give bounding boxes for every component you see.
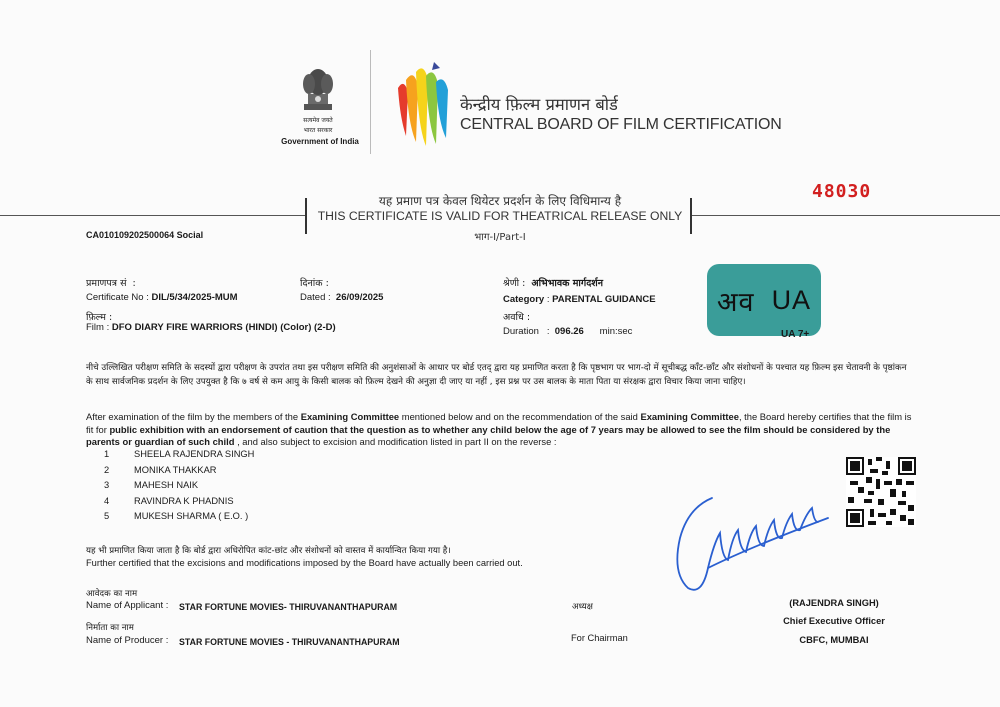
- emblem-motto: सत्यमेव जयते: [303, 117, 333, 124]
- committee-members-list: [104, 449, 254, 527]
- rating-sub: UA 7+: [781, 329, 810, 340]
- date-label: Dated : 26/09/2025: [300, 292, 384, 303]
- list-item: 3 MAHESH NAIK: [104, 480, 199, 491]
- validity-text-hi: यह प्रमाण पत्र केवल थियेटर प्रदर्शन के लिए विधिमान्य है: [378, 194, 622, 208]
- film-value: DFO DIARY FIRE WARRIORS (HINDI) (Color) (2-D): [111, 322, 336, 333]
- film-label-hi: फ़िल्म :: [86, 312, 113, 323]
- duration-unit: min:sec: [599, 326, 633, 337]
- duration-value: 096.26: [554, 326, 584, 337]
- category-value-hi: अभिभावक मार्गदर्शन: [531, 278, 604, 289]
- banner-tick-left: [305, 198, 307, 234]
- signature-icon: [668, 488, 838, 598]
- further-certified-hi: यह भी प्रमाणित किया जाता है कि बोर्ड द्वारा अधिरोपित कांट-छांट और संशोधनों को वास्तव में कार्यान्वित किया गया है।: [86, 546, 451, 556]
- board-name-hi: केन्द्रीय फ़िल्म प्रमाणन बोर्ड: [460, 95, 618, 114]
- serial-number: 48030: [812, 181, 872, 202]
- reference-code: CA010109202500064 Social: [86, 230, 204, 240]
- category-value: PARENTAL GUIDANCE: [552, 294, 656, 305]
- producer-label-hi: निर्माता का नाम: [86, 623, 134, 633]
- banner-tick-right: [690, 198, 692, 234]
- list-item: 1 SHEELA RAJENDRA SINGH: [104, 449, 255, 459]
- cert-no-value: DIL/5/34/2025-MUM: [151, 292, 238, 303]
- emblem-country-en: Government of India: [281, 137, 359, 146]
- cert-no-label-hi: प्रमाणपत्र सं :: [86, 278, 136, 289]
- part-label: भाग-I/Part-I: [474, 232, 526, 243]
- producer-value: STAR FORTUNE MOVIES - THIRUVANANTHAPURAM: [179, 637, 400, 647]
- qr-code-icon: [846, 457, 916, 527]
- list-item: 4 RAVINDRA K PHADNIS: [104, 495, 234, 506]
- signatory-office: CBFC, MUMBAI: [799, 635, 869, 645]
- banner-rule-left: [0, 215, 306, 216]
- duration-label-hi: अवधि :: [503, 312, 531, 323]
- film-label: Film : DFO DIARY FIRE WARRIORS (HINDI) (Color) (2-D): [86, 322, 336, 333]
- cert-no-label: Certificate No : DIL/5/34/2025-MUM: [86, 292, 238, 303]
- rating-en: UA: [771, 284, 812, 315]
- category-label-hi: श्रेणी : अभिभावक मार्गदर्शन: [503, 278, 604, 289]
- chairman-en: For Chairman: [571, 633, 628, 643]
- applicant-value: STAR FORTUNE MOVIES- THIRUVANANTHAPURAM: [179, 602, 398, 612]
- date-value: 26/09/2025: [335, 292, 384, 303]
- signatory-title: Chief Executive Officer: [783, 616, 885, 626]
- list-item: 2 MONIKA THAKKAR: [104, 464, 217, 475]
- validity-text-en: THIS CERTIFICATE IS VALID FOR THEATRICAL RELEASE ONLY: [317, 209, 683, 223]
- chairman-hi: अध्यक्ष: [572, 602, 593, 612]
- national-emblem-icon: [298, 64, 338, 116]
- cbfc-logo-icon: [394, 58, 452, 150]
- further-certified-en: Further certified that the excisions and modifications imposed by the Board have actually been carried out.: [86, 558, 523, 568]
- date-label-hi: दिनांक :: [300, 278, 329, 289]
- board-name-en: CENTRAL BOARD OF FILM CERTIFICATION: [460, 116, 782, 133]
- banner-rule-right: [692, 215, 1000, 216]
- duration-label: Duration : 096.26 min:sec: [503, 326, 633, 337]
- english-paragraph: After examination of the film by the members of the Examining Committee mentioned below and on the recommendation of the said Examining Committee, the Board hereby certifies that the film is fit for public exhibition with an endorsement of caution that the question as to whether any child below the age of 7 years may be allowed to see the film should be considered by the parents or guardian of such child , and also subject to excision and modification listed in part II on the reverse :: [86, 411, 912, 447]
- list-item: 5 MUKESH SHARMA ( E.O. ): [104, 511, 249, 522]
- signatory-name: (RAJENDRA SINGH): [789, 598, 879, 608]
- producer-label: Name of Producer :: [86, 635, 169, 646]
- rating-badge: [707, 264, 821, 336]
- applicant-label-hi: आवेदक का नाम: [86, 589, 138, 599]
- emblem-country-hi: भारत सरकार: [303, 127, 333, 134]
- hindi-paragraph: नीचे उल्लिखित परीक्षण समिति के सदस्यों द्वारा परीक्षण के उपरांत तथा इस परीक्षण समिति की अनुशंसाओं के आधार पर बोर्ड एतद् द्वारा यह प्रमाणित करता है कि पृष्ठभाग पर भाग-दो में सूचीबद्ध काँट-छाँट और संशोधनों के पश्चात यह फ़िल्म इस चेतावनी के पृष्ठांकन के साथ सार्वजनिक प्रदर्शन के लिए उपयुक्त है कि ७ वर्ष से कम आयु के किसी बालक को फ़िल्म देखने की अनुज्ञा दी जाए या नहीं , इस प्रश्न पर उस बालक के माता पिता या संरक्षक द्वारा विचार किया जाना चाहिए।: [86, 363, 907, 387]
- applicant-label: Name of Applicant :: [86, 600, 169, 611]
- header-divider: [370, 50, 371, 154]
- category-label: Category : PARENTAL GUIDANCE: [503, 294, 656, 305]
- rating-hi: अव: [716, 286, 755, 318]
